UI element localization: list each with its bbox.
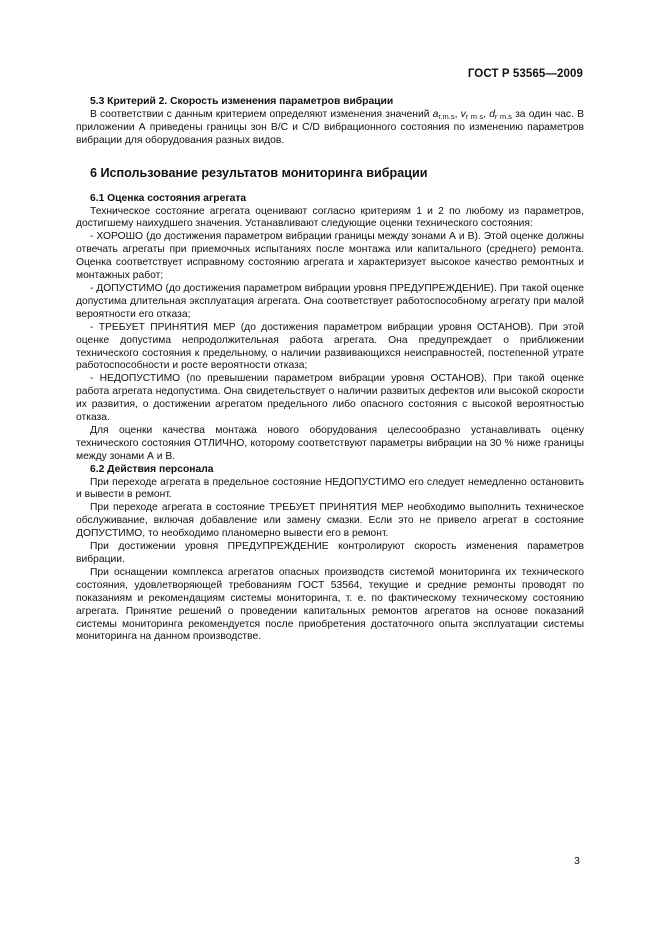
- var-d: d: [489, 108, 495, 120]
- section-6-2-heading: 6.2 Действия персонала: [90, 463, 214, 475]
- page-content: [76, 96, 584, 644]
- section-6-1-paragraph-5: - НЕДОПУСТИМО (по превышении параметром вибрации уровня ОСТАНОВ). При такой оценке работа агрегата недопустима. Она свидетельствует о наличии развитых дефектов или высокой скорости их развития, о достижении агрегатом предельного либо опасного состояния с высокой вероятностью отказа.: [76, 373, 584, 424]
- section-6-1-heading: 6.1 Оценка состояния агрегата: [90, 192, 247, 204]
- section-6-heading: 6 Использование результатов мониторинга вибрации: [90, 165, 428, 180]
- section-6-1-paragraph-3: - ДОПУСТИМО (до достижения параметром вибрации уровня ПРЕДУПРЕЖДЕНИЕ). При такой оценке допустима длительная эксплуатация агрегата. Она соответствует работоспособному агрегату при малой вероятности его отказа;: [76, 282, 584, 320]
- section-6-1-paragraph-6: Для оценки качества монтажа нового оборудования целесообразно устанавливать оценку технического состояния ОТЛИЧНО, которому соответствуют параметры вибрации на 30 % ниже границы между зонами А и В.: [76, 424, 584, 462]
- var-v: v: [460, 108, 466, 120]
- section-6-2-paragraph-3: При достижении уровня ПРЕДУПРЕЖДЕНИЕ контролируют скорость изменения параметров вибрации.: [76, 541, 584, 565]
- section-5-3-paragraph: В соответствии с данным критерием определяют изменения значений $a_{r.m.s}$, $v_{r m s}$, $d_{r m.s}$ за один час. В приложении А приведены границы зон B/C и C/D вибрационного состояния по изменению параметров вибрации для оборудования разных видов.: [76, 108, 584, 146]
- page-number: 3: [574, 855, 580, 867]
- section-6-1-paragraph-4: - ТРЕБУЕТ ПРИНЯТИЯ МЕР (до достижения параметром вибрации уровня ОСТАНОВ). При этой оценке допустима непродолжительная работа агрегата. Она предупреждает о приближении технического состояния к предельному, о наличии развивающихся неисправностей, постепенной утрате работоспособности и росте вероятности отказа;: [76, 321, 584, 372]
- section-6-1-paragraph-2: - ХОРОШО (до достижения параметром вибрации границы между зонами А и В). Этой оценке должны отвечать агрегаты при приемочных испытаниях после монтажа или капитального (среднего) ремонта. Оценка соответствует исправному состоянию агрегата и характеризует высокое качество ремонтных и монтажных работ;: [76, 231, 584, 282]
- document-id: ГОСТ Р 53565—2009: [467, 68, 583, 80]
- section-6-2-paragraph-1: При переходе агрегата в предельное состояние НЕДОПУСТИМО его следует немедленно остановить и вывести в ремонт.: [76, 476, 584, 501]
- var-v-subscript: r m s: [465, 111, 484, 121]
- var-a: a: [432, 108, 439, 120]
- section-6-2-paragraph-4: При оснащении комплекса агрегатов опасных производств системой мониторинга их технического состояния, удовлетворяющей требованиям ГОСТ 53564, текущие и средние ремонты проводят по показаниям и рекомендациям системы мониторинга, т. е. по фактическому техническому состоянию агрегата. Принятие решений о проведении капитальных ремонтов агрегатов на основе показаний системы мониторинга рекомендуется после приобретения достаточного опыта эксплуатации системы мониторинга на данном производстве.: [76, 566, 584, 643]
- var-a-subscript: r.m.s: [438, 111, 455, 121]
- section-5-3-heading: 5.3 Критерий 2. Скорость изменения параметров вибрации: [90, 96, 394, 107]
- section-6-2-paragraph-2: При переходе агрегата в состояние ТРЕБУЕТ ПРИНЯТИЯ МЕР необходимо выполнить техническое обслуживание, включая добавление или замену смазки. Если это не привело агрегат в состояние ДОПУСТИМО, то необходимо планомерно вывести его в ремонт.: [76, 502, 584, 540]
- var-d-subscript: r m.s: [494, 111, 512, 121]
- section-6-1-paragraph-1: Техническое состояние агрегата оценивают согласно критериям 1 и 2 по любому из параметров, достигшему наихудшего значения. Устанавливают следующие оценки технического состояния:: [76, 205, 584, 230]
